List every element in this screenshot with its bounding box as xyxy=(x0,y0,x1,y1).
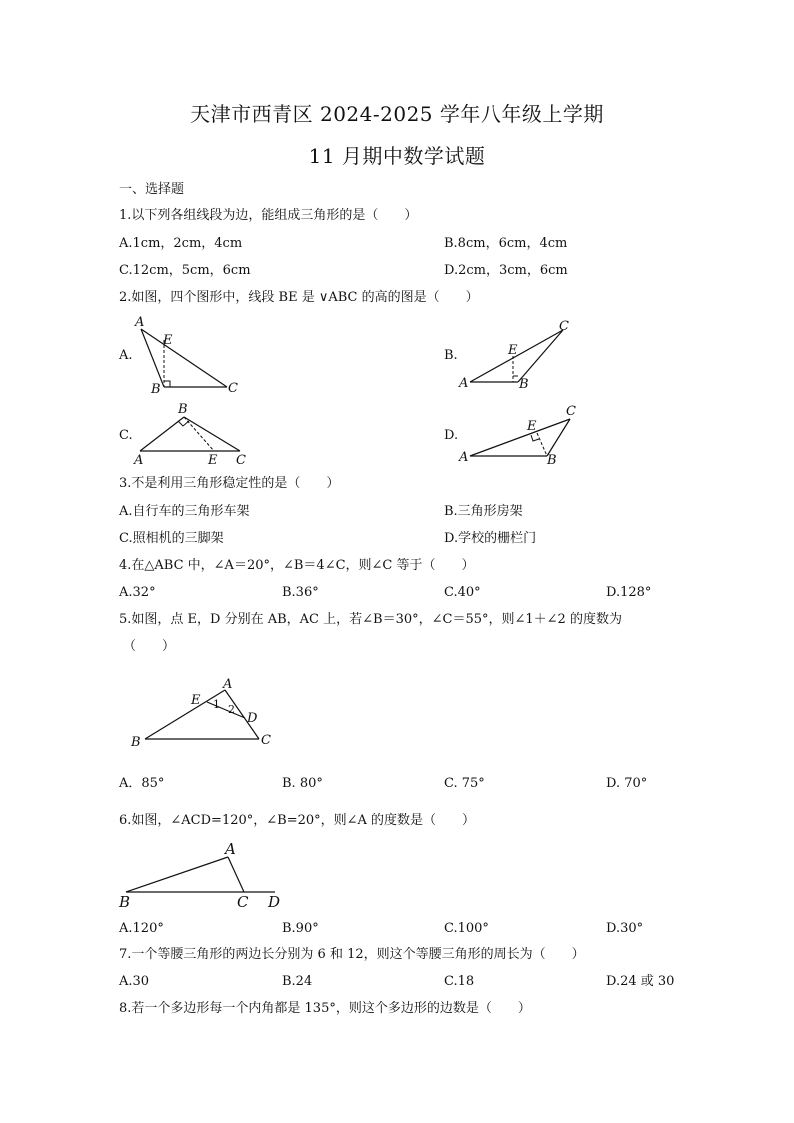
q4-option-c: C.40° xyxy=(444,585,481,600)
q2d-label-a: A xyxy=(459,450,469,465)
exam-title-line2: 11 月期中数学试题 xyxy=(308,144,486,168)
q6-label-c: C xyxy=(237,893,249,911)
q4-option-a: A.32° xyxy=(119,585,156,600)
q5-option-a: A．85° xyxy=(119,776,165,791)
q2a-label-c: C xyxy=(228,381,238,396)
q6-label-d: D xyxy=(268,893,281,911)
q6-label-a: A xyxy=(225,840,236,858)
q2c-label-c: C xyxy=(236,453,246,468)
q2-option-b-label: B. xyxy=(444,348,458,363)
q1-option-a: A.1cm，2cm，4cm xyxy=(119,236,243,251)
q3-option-d: D.学校的栅栏门 xyxy=(444,531,537,546)
q4-option-d: D.128° xyxy=(606,585,652,600)
q1-option-d: D.2cm，3cm，6cm xyxy=(444,263,568,278)
q2c-label-b: B xyxy=(178,402,188,417)
q6-stem: 6.如图，∠ACD=120°，∠B=20°，则∠A 的度数是（ ） xyxy=(119,813,476,828)
q2-option-d-label: D. xyxy=(444,428,459,443)
q2c-label-a: A xyxy=(134,453,144,468)
q2b-label-b: B xyxy=(519,377,529,392)
q5-label-angle1: 1 xyxy=(213,698,220,711)
q6-figure xyxy=(115,836,295,912)
exam-title-line1: 天津市西青区 2024-2025 学年八年级上学期 xyxy=(190,102,604,126)
q4-stem: 4.在△ABC 中，∠A＝20°，∠B＝4∠C，则∠C 等于（ ） xyxy=(119,558,475,573)
q3-option-c: C.照相机的三脚架 xyxy=(119,531,224,546)
q2a-label-b: B xyxy=(151,382,161,397)
q6-option-c: C.100° xyxy=(444,921,489,936)
q5-label-c: C xyxy=(261,733,271,748)
q2b-label-a: A xyxy=(459,376,469,391)
q2-figure-d xyxy=(455,400,580,470)
q4-option-b: B.36° xyxy=(282,585,319,600)
q6-label-b: B xyxy=(119,893,131,911)
q5-label-e: E xyxy=(191,693,201,708)
q5-label-a: A xyxy=(223,677,233,692)
q6-option-a: A.120° xyxy=(119,921,164,936)
q2-option-c-label: C. xyxy=(119,428,133,443)
q2-figure-b xyxy=(455,316,580,394)
q5-figure xyxy=(125,672,285,754)
q2d-label-e: E xyxy=(527,419,537,434)
q5-stem: 5.如图，点 E，D 分别在 AB，AC 上，若∠B＝30°，∠C＝55°，则∠1＋∠2 的度数为 xyxy=(119,612,622,627)
q2a-label-e: E xyxy=(163,333,173,348)
q8-stem: 8.若一个多边形每一个内角都是 135°，则这个多边形的边数是（ ） xyxy=(119,1001,531,1016)
q7-option-b: B.24 xyxy=(282,974,313,989)
q2-figure-c xyxy=(130,400,255,470)
q5-option-c: C. 75° xyxy=(444,776,485,791)
q5-label-angle2: 2 xyxy=(228,703,235,716)
q1-option-c: C.12cm，5cm，6cm xyxy=(119,263,251,278)
q3-stem: 3.不是利用三角形稳定性的是（ ） xyxy=(119,476,340,491)
section-heading: 一、选择题 xyxy=(119,182,185,197)
q3-option-a: A.自行车的三角形车架 xyxy=(119,504,250,519)
q5-option-d: D. 70° xyxy=(606,776,648,791)
q5-label-d: D xyxy=(247,711,258,726)
q7-option-a: A.30 xyxy=(119,974,150,989)
q7-option-c: C.18 xyxy=(444,974,475,989)
q6-option-d: D.30° xyxy=(606,921,644,936)
q6-option-b: B.90° xyxy=(282,921,319,936)
q2b-label-e: E xyxy=(508,343,518,358)
q2-stem: 2.如图，四个图形中，线段 BE 是 ∨ABC 的高的图是（ ） xyxy=(119,290,479,305)
q5-label-b: B xyxy=(131,735,141,750)
q2b-label-c: C xyxy=(559,319,569,334)
q1-option-b: B.8cm，6cm，4cm xyxy=(444,236,568,251)
q2d-label-c: C xyxy=(566,404,576,419)
q2-figure-a xyxy=(130,312,250,398)
q2-option-a-label: A. xyxy=(119,348,133,363)
q5-option-b: B. 80° xyxy=(282,776,323,791)
q1-stem: 1.以下列各组线段为边，能组成三角形的是（ ） xyxy=(119,208,418,223)
q7-option-d: D.24 或 30 xyxy=(606,974,675,989)
q2c-label-e: E xyxy=(208,453,218,468)
q7-stem: 7.一个等腰三角形的两边长分别为 6 和 12，则这个等腰三角形的周长为（ ） xyxy=(119,947,585,962)
q2d-label-b: B xyxy=(547,453,557,468)
q3-option-b: B.三角形房架 xyxy=(444,504,523,519)
q2a-label-a: A xyxy=(135,315,145,330)
q5-stem-cont: （ ） xyxy=(123,639,176,654)
